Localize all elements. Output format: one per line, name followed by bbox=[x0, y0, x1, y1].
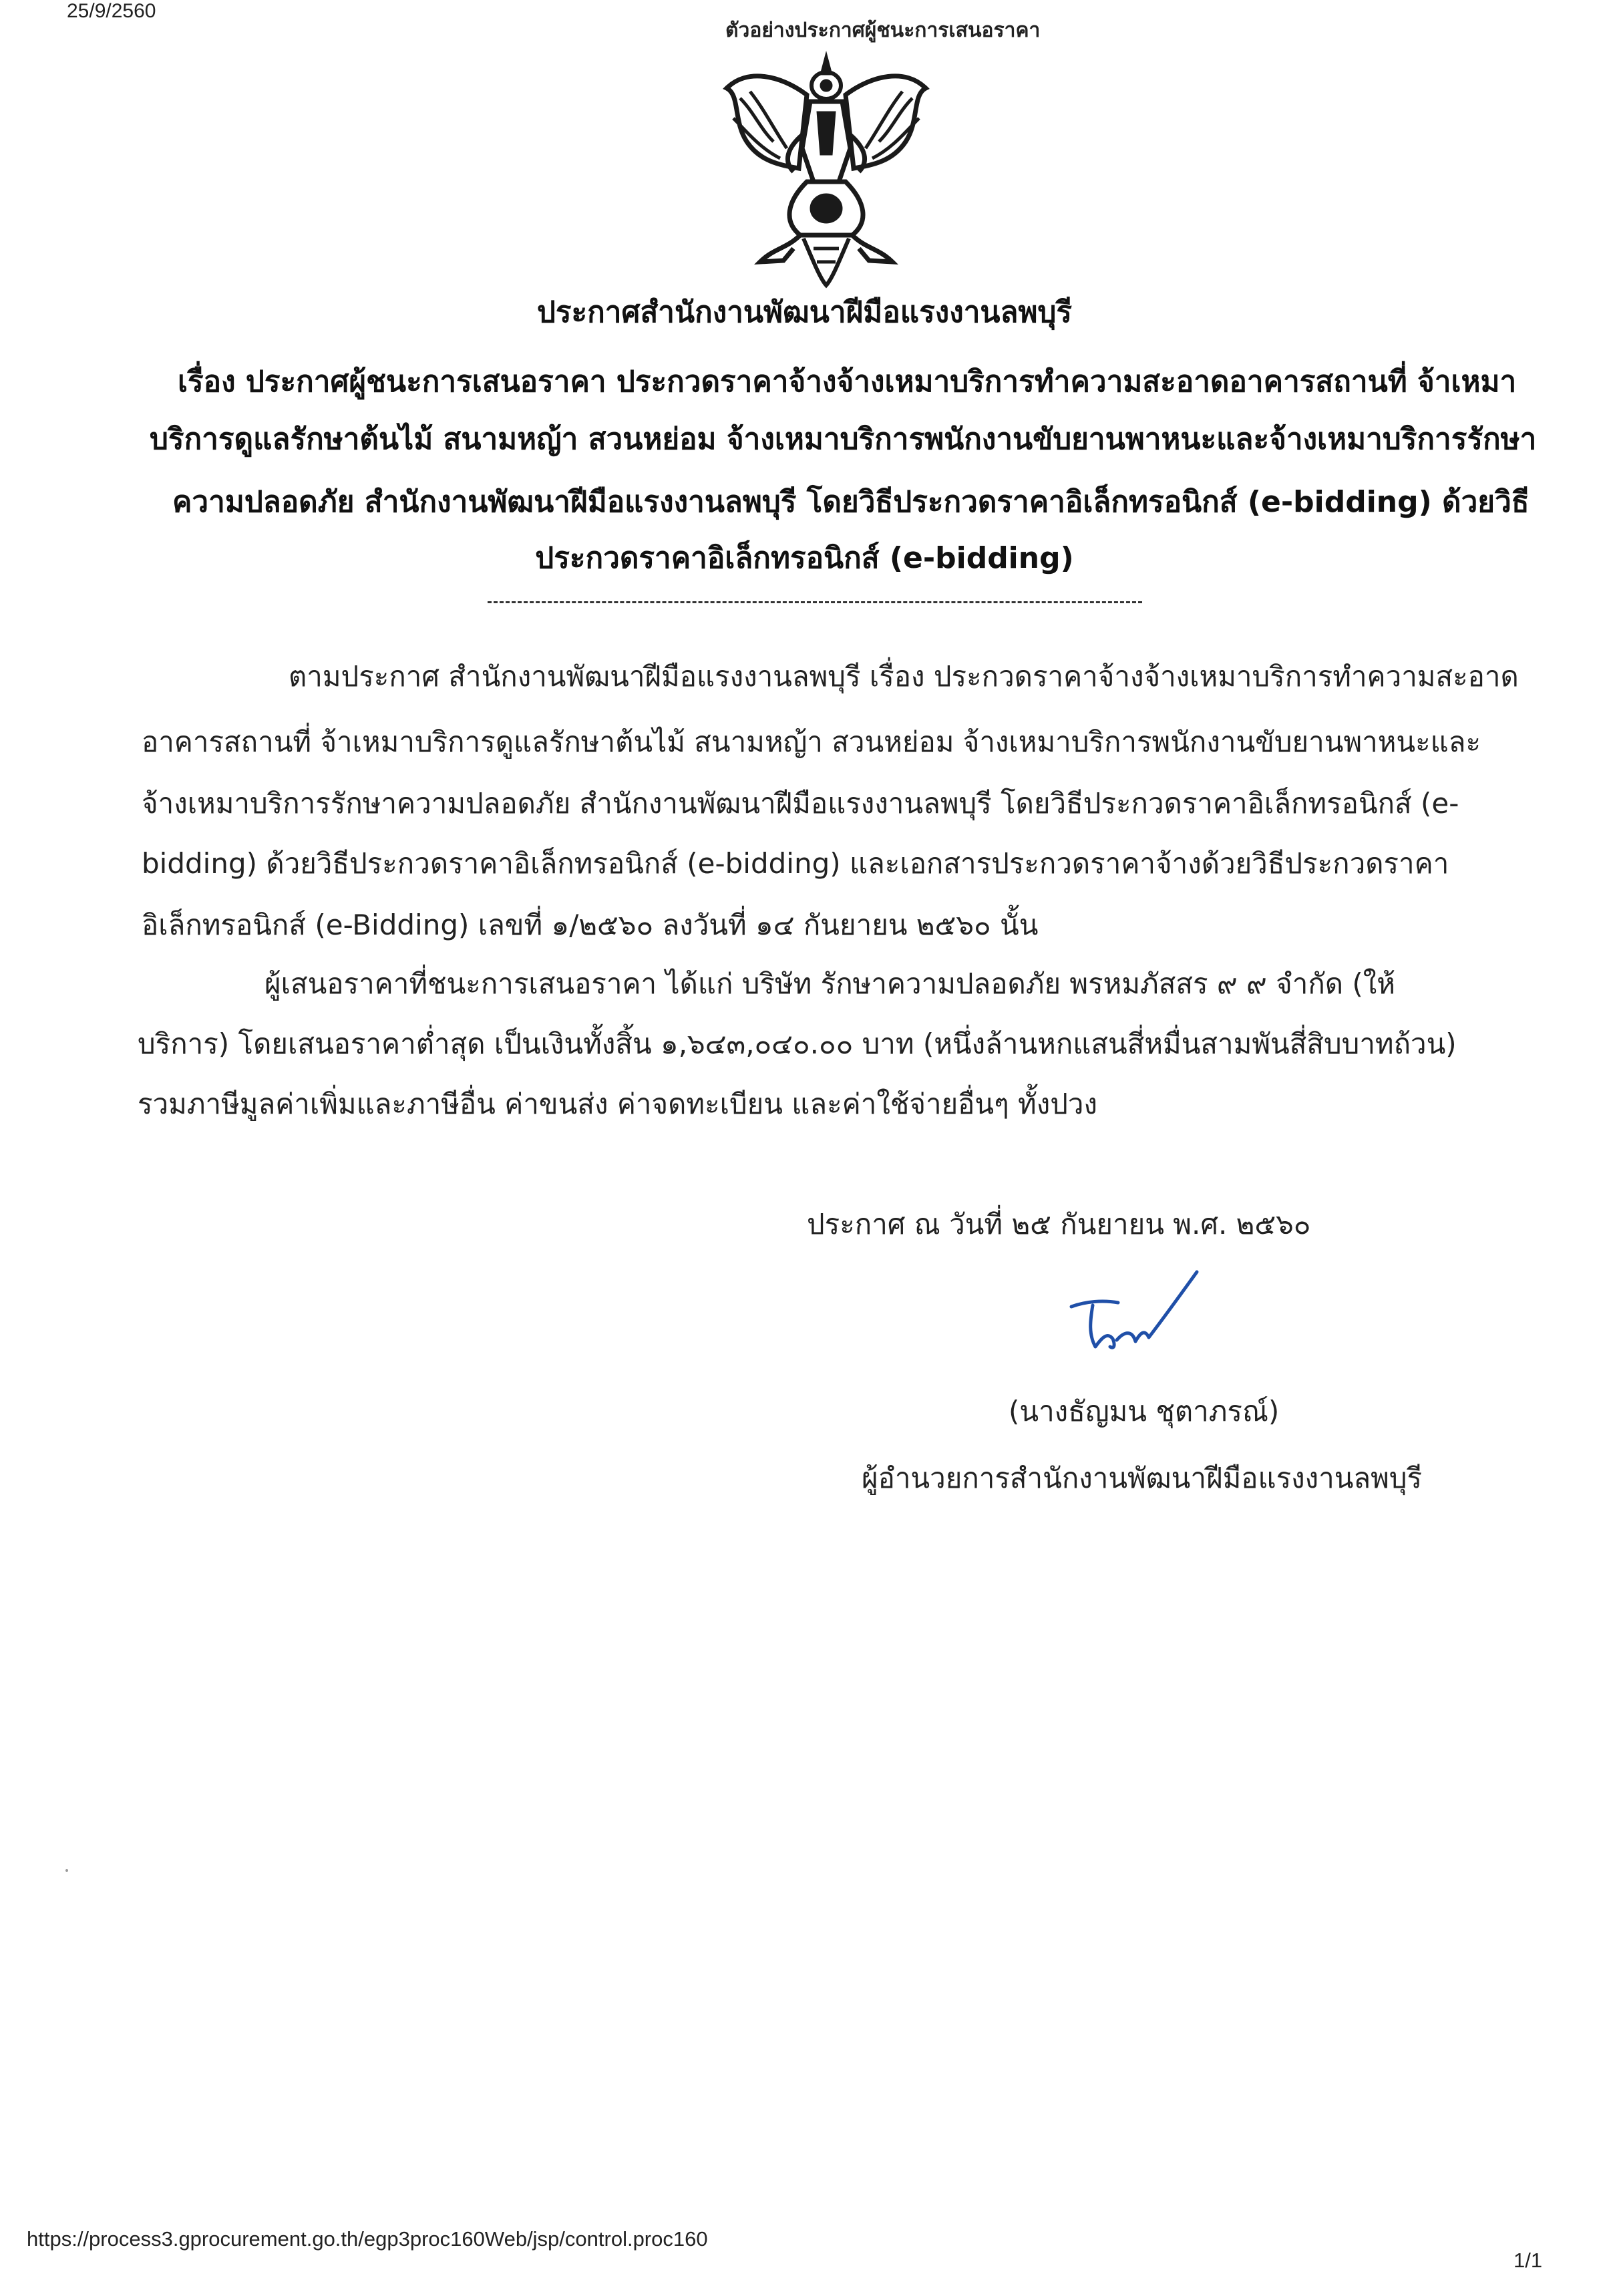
scan-speck bbox=[65, 1869, 68, 1872]
body-line-6: ผู้เสนอราคาที่ชนะการเสนอราคา ได้แก่ บริษัท รักษาความปลอดภัย พรหมภัสสร ๙ ๙ จำกัด (ให้ bbox=[264, 967, 1395, 1000]
signatory-position: ผู้อำนวยการสำนักงานพัฒนาฝีมือแรงงานลพบุรี bbox=[862, 1462, 1423, 1494]
body-line-4: bidding) ด้วยวิธีประกวดราคาอิเล็กทรอนิกส์ (e-bidding) และเอกสารประกวดราคาจ้างด้วยวิธีประกวดราคา bbox=[142, 847, 1449, 880]
handwritten-signature-icon bbox=[1066, 1268, 1200, 1361]
body-line-1: ตามประกาศ สำนักงานพัฒนาฝีมือแรงงานลพบุรี เรื่อง ประกวดราคาจ้างจ้างเหมาบริการทำความสะอาด bbox=[289, 660, 1519, 693]
body-line-5: อิเล็กทรอนิกส์ (e-Bidding) เลขที่ ๑/๒๕๖๐ ลงวันที่ ๑๔ กันยายน ๒๕๖๐ นั้น bbox=[142, 909, 1039, 941]
document-caption: ตัวอย่างประกาศผู้ชนะการเสนอราคา bbox=[725, 19, 1041, 42]
print-date: 25/9/2560 bbox=[67, 0, 156, 22]
body-line-8: รวมภาษีมูลค่าเพิ่มและภาษีอื่น ค่าขนส่ง ค่าจดทะเบียน และค่าใช้จ่ายอื่นๆ ทั้งปวง bbox=[138, 1088, 1097, 1120]
footer-url: https://process3.gprocurement.go.th/egp3proc160Web/jsp/control.proc160 bbox=[27, 2227, 708, 2251]
title-line-2: เรื่อง ประกาศผู้ชนะการเสนอราคา ประกวดราคาจ้างจ้างเหมาบริการทำความสะอาดอาคารสถานที่ จ้าเหมา bbox=[178, 365, 1517, 399]
garuda-emblem-icon bbox=[720, 48, 932, 289]
page-number: 1/1 bbox=[1513, 2249, 1543, 2272]
title-line-4: ความปลอดภัย สำนักงานพัฒนาฝีมือแรงงานลพบุรี โดยวิธีประกวดราคาอิเล็กทรอนิกส์ (e-bidding) ด้วยวิธี bbox=[172, 485, 1530, 519]
title-line-5: ประกวดราคาอิเล็กทรอนิกส์ (e-bidding) bbox=[535, 541, 1074, 575]
body-line-3: จ้างเหมาบริการรักษาความปลอดภัย สำนักงานพัฒนาฝีมือแรงงานลพบุรี โดยวิธีประกวดราคาอิเล็กทรอนิกส์ (e- bbox=[142, 787, 1459, 820]
title-line-1: ประกาศสำนักงานพัฒนาฝีมือแรงงานลพบุรี bbox=[536, 295, 1073, 329]
divider bbox=[488, 601, 1142, 603]
title-line-3: บริการดูแลรักษาต้นไม้ สนามหญ้า สวนหย่อม จ้างเหมาบริการพนักงานขับยานพาหนะและจ้างเหมาบริการรักษา bbox=[150, 422, 1537, 456]
signatory-name: (นางธัญมน ชุตาภรณ์) bbox=[1009, 1395, 1280, 1428]
announcement-date: ประกาศ ณ วันที่ ๒๕ กันยายน พ.ศ. ๒๕๖๐ bbox=[807, 1208, 1311, 1241]
body-line-7: บริการ) โดยเสนอราคาต่ำสุด เป็นเงินทั้งสิ้น ๑,๖๔๓,๐๔๐.๐๐ บาท (หนึ่งล้านหกแสนสี่หมื่นสามพันสี่สิบบาทถ้วน) bbox=[138, 1027, 1457, 1060]
body-line-2: อาคารสถานที่ จ้าเหมาบริการดูแลรักษาต้นไม้ สนามหญ้า สวนหย่อม จ้างเหมาบริการพนักงานขับยานพาหนะและ bbox=[142, 725, 1481, 758]
